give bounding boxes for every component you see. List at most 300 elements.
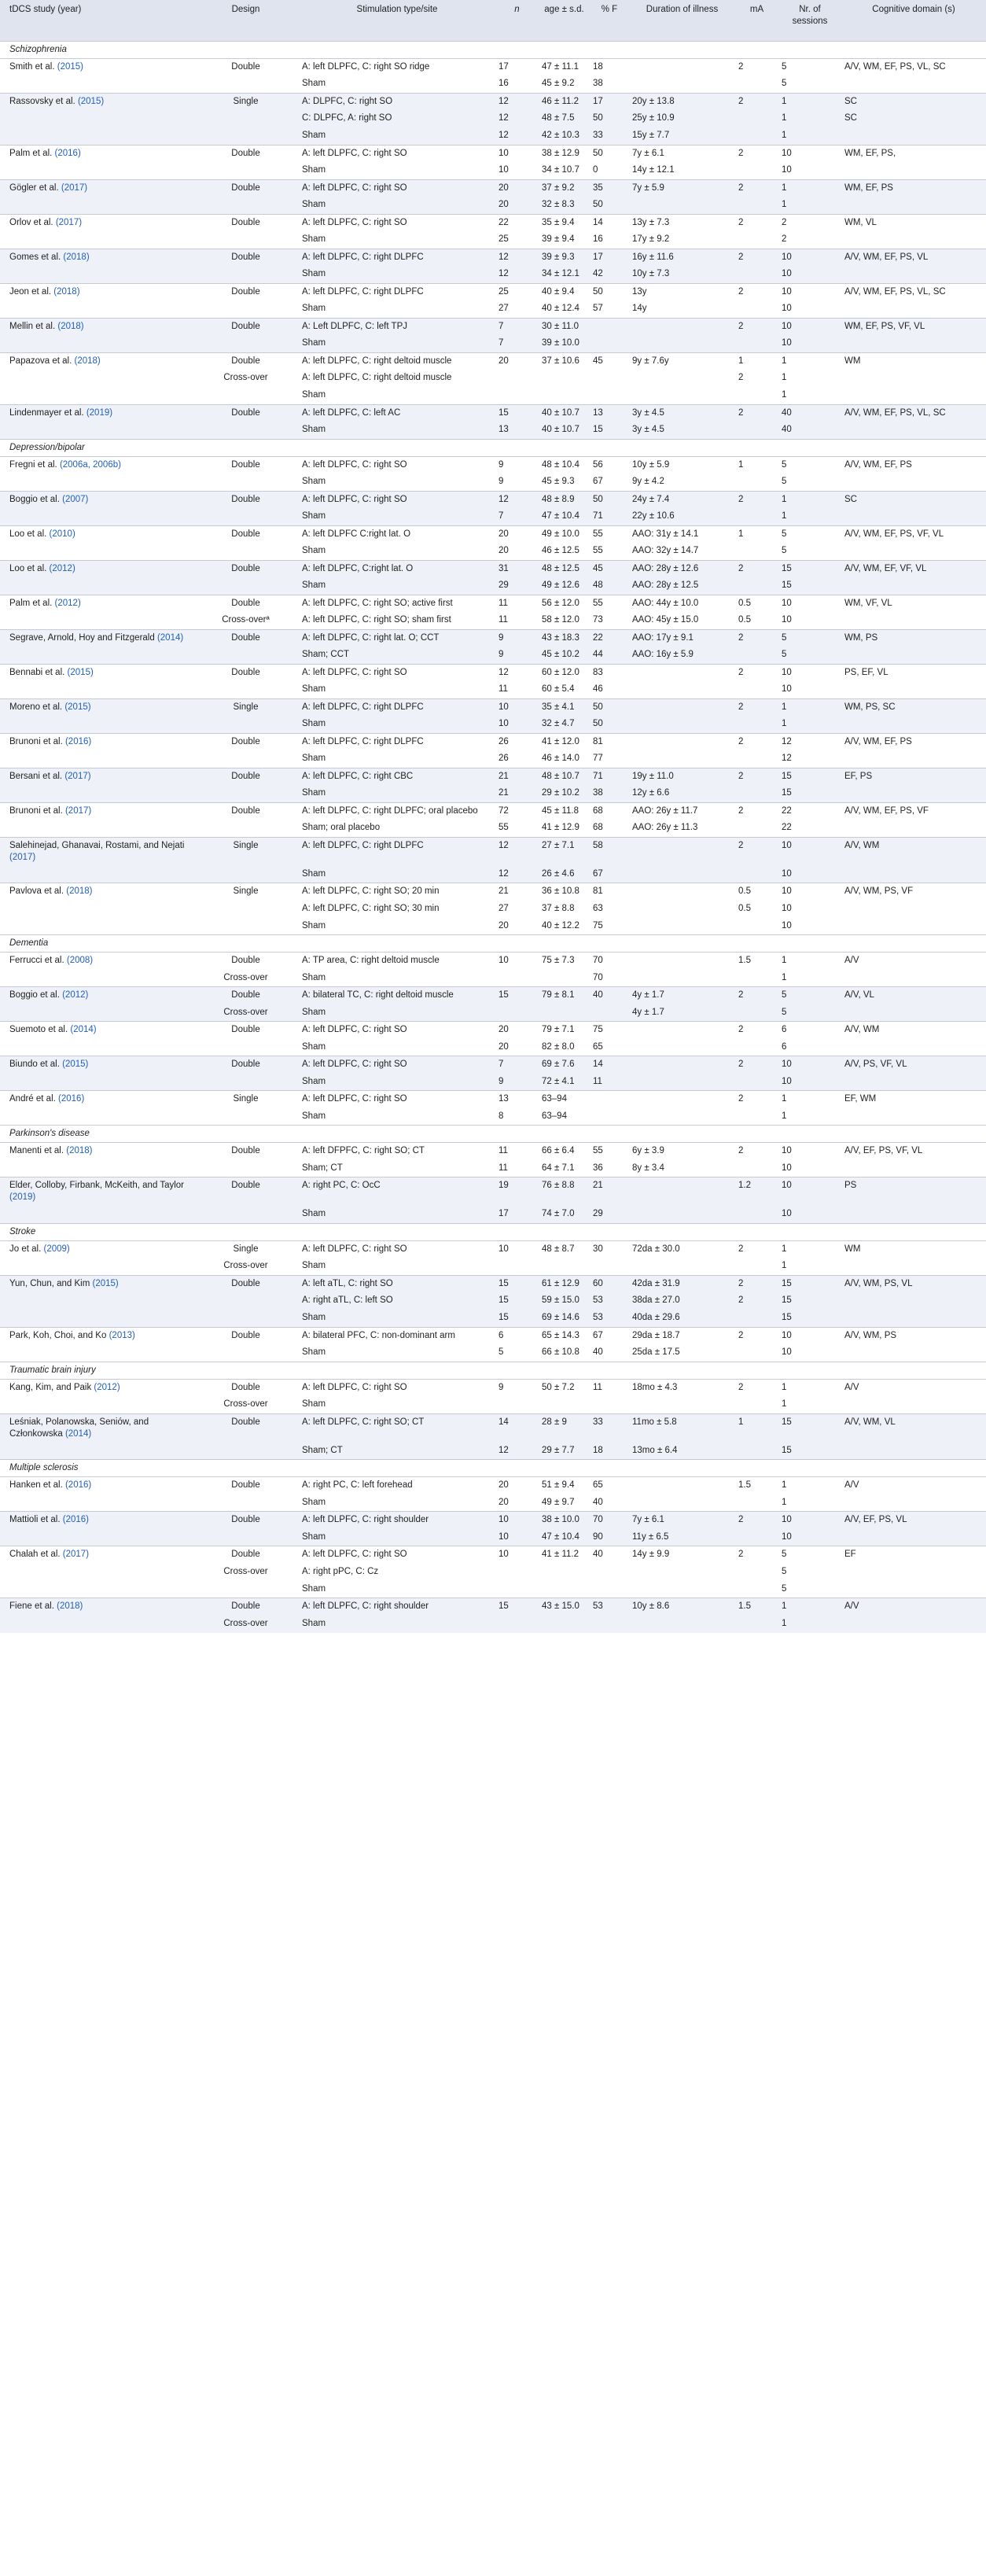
- table-row: [0, 1344, 986, 1362]
- cell-ma: 1: [735, 1413, 778, 1443]
- study-name: André et al.: [9, 1094, 56, 1104]
- citation-link[interactable]: (2017): [62, 1550, 90, 1559]
- table-row: [0, 733, 986, 750]
- cell-female: 71: [590, 768, 629, 785]
- cell-age: [539, 1616, 590, 1633]
- cell-site: Sham: [302, 79, 326, 88]
- cell-design: [193, 508, 299, 525]
- cell-study: [0, 1616, 193, 1633]
- cell-n: 27: [499, 304, 509, 313]
- cell-sessions: 1: [778, 953, 841, 970]
- cell-design: [193, 681, 299, 698]
- cell-domain: [841, 197, 986, 214]
- cell-site: A: left DLPFC, C: right DLPFC: [299, 733, 495, 750]
- cell-design: [193, 335, 299, 352]
- cell-ma: 2: [735, 249, 778, 266]
- cell-age: [539, 970, 590, 987]
- cell-illness: 7y ± 5.9: [629, 179, 735, 197]
- section-row: [0, 935, 986, 953]
- cell-illness: 3y ± 4.5: [629, 404, 735, 422]
- cell-study: [0, 1275, 193, 1292]
- cell-domain: [841, 1581, 986, 1598]
- cell-design: Cross-over: [193, 1004, 299, 1022]
- header-study: tDCS study (year): [0, 0, 193, 41]
- table-row: [0, 1327, 986, 1344]
- cell-study: [0, 802, 193, 820]
- cell-female: 53: [590, 1598, 629, 1616]
- citation-link[interactable]: (2012): [49, 563, 75, 573]
- cell-domain: [841, 1108, 986, 1126]
- cell-sessions: 10: [778, 1056, 841, 1074]
- citation-link[interactable]: (2017): [61, 182, 88, 193]
- cell-illness: 10y ± 8.6: [629, 1598, 735, 1616]
- cell-sessions: 15: [778, 1413, 841, 1443]
- cell-study: [0, 249, 193, 266]
- cell-illness: [629, 837, 735, 866]
- cell-ma: 2: [738, 373, 744, 382]
- cell-ma: 2: [735, 1240, 778, 1258]
- cell-illness: [629, 1494, 735, 1512]
- cell-design: [193, 1443, 299, 1460]
- cell-ma: 2: [735, 560, 778, 577]
- cell-design: Cross-over: [223, 1566, 268, 1576]
- cell-female: 65: [590, 1477, 629, 1494]
- header-site: Stimulation type/site: [299, 0, 495, 41]
- cell-female: 48: [590, 577, 629, 595]
- cell-design: Double: [193, 1512, 299, 1529]
- cell-study: [0, 491, 193, 508]
- table-row: [0, 698, 986, 716]
- study-name: Gögler et al.: [9, 182, 59, 193]
- table-row: [0, 474, 986, 491]
- cell-n: 10: [495, 1240, 539, 1258]
- cell-female: 38: [593, 79, 603, 88]
- cell-sessions: 10: [782, 684, 792, 694]
- citation-link[interactable]: (2015): [92, 1278, 119, 1288]
- citation-link[interactable]: (2009): [43, 1244, 70, 1254]
- section-title: Schizophrenia: [0, 41, 986, 58]
- table-row: [0, 1004, 986, 1022]
- table-row: [0, 681, 986, 698]
- cell-ma: 2: [735, 987, 778, 1004]
- cell-ma: [735, 970, 778, 987]
- cell-study: [0, 1292, 193, 1310]
- study-name: Manenti et al.: [9, 1146, 64, 1155]
- study-name: Park, Koh, Choi, and Ko: [9, 1330, 107, 1340]
- cell-ma: 1: [735, 525, 778, 543]
- cell-age: 43 ± 18.3: [539, 629, 590, 647]
- cell-age: 30 ± 11.0: [539, 318, 590, 335]
- table-row: [0, 93, 986, 110]
- cell-design: Double: [193, 318, 299, 335]
- table-row: [0, 1056, 986, 1074]
- cell-n: 20: [499, 1041, 509, 1052]
- cell-age: 39 ± 10.0: [539, 335, 590, 352]
- cell-domain: EF, WM: [841, 1091, 986, 1108]
- cell-study: [0, 595, 193, 612]
- cell-n: 12: [495, 837, 539, 866]
- cell-illness: 18mo ± 4.3: [629, 1379, 735, 1396]
- cell-site: Sham: [299, 1004, 495, 1022]
- table-row: [0, 422, 986, 439]
- cell-illness: [629, 716, 735, 733]
- cell-site: A: left DLPFC, C: right deltoid muscle: [302, 373, 452, 382]
- citation-link[interactable]: (2018): [57, 321, 84, 331]
- citation-link[interactable]: (2018): [74, 356, 101, 366]
- cell-age: 27 ± 7.1: [539, 837, 590, 866]
- citation-link[interactable]: (2015): [64, 702, 91, 712]
- cell-n: 27: [499, 903, 509, 913]
- cell-sessions: 1: [778, 127, 841, 145]
- cell-age: 51 ± 9.4: [539, 1477, 590, 1494]
- cell-illness: [629, 76, 735, 93]
- cell-n: 17: [495, 1206, 539, 1223]
- cell-study: [0, 1396, 193, 1413]
- study-name: Orlov et al.: [9, 217, 53, 227]
- cell-n: 22: [495, 214, 539, 231]
- cell-site: Sham: [302, 1497, 326, 1507]
- table-row: [0, 768, 986, 785]
- cell-illness: 38da ± 27.0: [629, 1292, 735, 1310]
- cell-design: [193, 474, 299, 491]
- cell-age: 28 ± 9: [539, 1413, 590, 1443]
- cell-design: Single: [193, 698, 299, 716]
- citation-link[interactable]: (2015): [67, 667, 94, 677]
- cell-study: [0, 1546, 193, 1564]
- cell-illness: 14y ± 9.9: [629, 1546, 735, 1564]
- cell-illness: 10y ± 5.9: [629, 456, 735, 474]
- citation-link[interactable]: (2012): [54, 598, 81, 608]
- citation-link[interactable]: (2017): [64, 771, 91, 781]
- citation-link[interactable]: (2018): [63, 252, 90, 262]
- cell-sessions: 1: [778, 93, 841, 110]
- cell-study: [0, 1564, 193, 1581]
- cell-ma: 2: [735, 1512, 778, 1529]
- table-row: [0, 110, 986, 127]
- citation-link[interactable]: (2018): [57, 1601, 83, 1611]
- cell-design: [193, 110, 299, 127]
- cell-ma: 0.5: [735, 883, 778, 901]
- cell-domain: [841, 1160, 986, 1177]
- cell-site: A: left DLPFC, C: right SO: [299, 491, 495, 508]
- cell-site: A: right pPC, C: Cz: [302, 1566, 379, 1576]
- table-row: [0, 716, 986, 733]
- cell-illness: [629, 1564, 735, 1581]
- cell-domain: [841, 1039, 986, 1056]
- table-row: [0, 300, 986, 318]
- cell-n: [495, 1581, 539, 1598]
- study-name: Elder, Colloby, Firbank, McKeith, and Taylor: [9, 1181, 185, 1190]
- cell-female: 55: [593, 546, 603, 555]
- cell-age: 72 ± 4.1: [539, 1074, 590, 1091]
- cell-sessions: 10: [778, 1074, 841, 1091]
- table-row: [0, 404, 986, 422]
- section-row: [0, 439, 986, 456]
- cell-site: Sham; oral placebo: [302, 823, 381, 832]
- cell-ma: [735, 1206, 778, 1223]
- cell-site: Sham: [302, 1583, 326, 1594]
- table-row: [0, 197, 986, 214]
- cell-n: 9: [495, 647, 539, 664]
- citation-link[interactable]: (2019): [86, 407, 113, 418]
- header-n: n: [495, 0, 539, 41]
- cell-age: 43 ± 15.0: [539, 1598, 590, 1616]
- cell-illness: AAO: 16y ± 5.9: [629, 647, 735, 664]
- cell-illness: 7y ± 6.1: [629, 1512, 735, 1529]
- cell-illness: AAO: 28y ± 12.5: [629, 577, 735, 595]
- cell-n: 20: [495, 1477, 539, 1494]
- table-row: [0, 987, 986, 1004]
- cell-n: 12: [495, 127, 539, 145]
- cell-sessions: 10: [778, 1177, 841, 1207]
- cell-sessions: 6: [778, 1022, 841, 1039]
- cell-age: 46 ± 12.5: [542, 546, 579, 555]
- cell-sessions: 5: [778, 629, 841, 647]
- cell-female: 42: [590, 266, 629, 283]
- cell-study: [0, 820, 193, 837]
- cell-ma: [735, 1564, 778, 1581]
- cell-age: 35 ± 9.4: [539, 214, 590, 231]
- section-row: [0, 1223, 986, 1240]
- citation-link[interactable]: (2018): [53, 286, 80, 297]
- cell-n: 7: [495, 508, 539, 525]
- cell-illness: 19y ± 11.0: [629, 768, 735, 785]
- citation-link[interactable]: (2016): [62, 1515, 90, 1524]
- study-name: Boggio et al.: [9, 990, 60, 1000]
- cell-design: [193, 1206, 299, 1223]
- cell-n: 21: [495, 883, 539, 901]
- cell-design: Single: [193, 837, 299, 866]
- table-row: [0, 1143, 986, 1160]
- cell-n: 26: [495, 733, 539, 750]
- cell-study: [0, 456, 193, 474]
- cell-site: Sham: [299, 577, 495, 595]
- cell-study: [0, 1327, 193, 1344]
- cell-ma: 1.2: [735, 1177, 778, 1207]
- citation-link[interactable]: (2017): [55, 217, 83, 227]
- cell-ma: [735, 1396, 778, 1413]
- cell-age: 47 ± 10.4: [539, 1529, 590, 1546]
- table-row: [0, 577, 986, 595]
- cell-age: 48 ± 10.4: [539, 456, 590, 474]
- cell-ma: 2: [735, 664, 778, 681]
- cell-sessions: 10: [778, 266, 841, 283]
- cell-study: [0, 300, 193, 318]
- cell-n: 12: [495, 664, 539, 681]
- citation-link[interactable]: (2015): [77, 96, 105, 106]
- cell-site: A: left DLPFC, C: right SO: [299, 1546, 495, 1564]
- cell-female: 90: [590, 1529, 629, 1546]
- cell-sessions: 1: [778, 1477, 841, 1494]
- citation-link[interactable]: (2006a, 2006b): [59, 459, 121, 470]
- cell-n: 12: [495, 249, 539, 266]
- cell-sessions: 10: [778, 335, 841, 352]
- cell-female: 81: [590, 883, 629, 901]
- citation-link[interactable]: (2014): [70, 1025, 97, 1034]
- cell-female: 75: [593, 920, 603, 931]
- cell-female: 70: [593, 972, 603, 982]
- cell-study: [0, 681, 193, 698]
- cell-ma: [735, 1074, 778, 1091]
- cell-sessions: 15: [778, 785, 841, 802]
- cell-n: 17: [495, 58, 539, 76]
- cell-ma: [735, 1160, 778, 1177]
- cell-site: Sham: [302, 1111, 326, 1121]
- cell-study: [0, 335, 193, 352]
- cell-female: 0: [593, 165, 598, 175]
- citation-link[interactable]: (2019): [9, 1192, 36, 1202]
- cell-age: 45 ± 9.3: [542, 477, 575, 486]
- cell-age: 48 ± 12.5: [539, 560, 590, 577]
- citation-link[interactable]: (2012): [94, 1382, 120, 1392]
- table-row: [0, 1177, 986, 1207]
- cell-sessions: 10: [778, 837, 841, 866]
- cell-study: [0, 1512, 193, 1529]
- cell-female: 53: [590, 1310, 629, 1327]
- study-name: Bersani et al.: [9, 771, 63, 781]
- cell-age: 49 ± 9.7: [542, 1497, 575, 1507]
- citation-link[interactable]: (2014): [64, 1428, 92, 1439]
- citation-link[interactable]: (2015): [57, 61, 83, 72]
- cell-study: [0, 1039, 193, 1056]
- cell-illness: [629, 733, 735, 750]
- study-name: Fregni et al.: [9, 459, 57, 470]
- cell-age: 40 ± 12.2: [542, 920, 579, 931]
- citation-link[interactable]: (2007): [62, 494, 89, 504]
- cell-site: A: bilateral TC, C: right deltoid muscle: [299, 987, 495, 1004]
- cell-sessions: 15: [778, 768, 841, 785]
- cell-domain: [841, 1396, 986, 1413]
- cell-ma: [735, 785, 778, 802]
- cell-design: Double: [193, 629, 299, 647]
- cell-domain: WM, EF, PS,: [841, 145, 986, 162]
- cell-domain: A/V: [841, 1379, 986, 1396]
- cell-design: [193, 750, 299, 768]
- cell-n: 31: [495, 560, 539, 577]
- cell-design: Double: [193, 283, 299, 300]
- study-name: Palm et al.: [9, 598, 53, 608]
- cell-age: 56 ± 12.0: [539, 595, 590, 612]
- citation-link[interactable]: (2014): [156, 632, 184, 643]
- table-row: [0, 127, 986, 145]
- cell-age: 37 ± 8.8: [542, 903, 575, 913]
- citation-link[interactable]: (2017): [64, 805, 92, 816]
- cell-n: 11: [499, 615, 508, 625]
- citation-link[interactable]: (2013): [109, 1330, 135, 1340]
- cell-n: 6: [495, 1327, 539, 1344]
- cell-design: Double: [193, 1327, 299, 1344]
- cell-site: Sham: [302, 1347, 326, 1357]
- cell-age: 41 ± 12.9: [542, 823, 579, 832]
- cell-female: [590, 1091, 629, 1108]
- cell-age: 45 ± 9.2: [542, 79, 575, 88]
- citation-link[interactable]: (2016): [64, 736, 92, 746]
- cell-domain: [841, 266, 986, 283]
- cell-n: 7: [495, 335, 539, 352]
- cell-age: 34 ± 10.7: [542, 165, 579, 175]
- study-name: Fiene et al.: [9, 1601, 54, 1611]
- cell-design: [193, 647, 299, 664]
- cell-domain: [841, 1310, 986, 1327]
- cell-female: [590, 318, 629, 335]
- cell-study: [0, 768, 193, 785]
- cell-ma: [735, 1310, 778, 1327]
- cell-n: 20: [499, 920, 509, 931]
- citation-link[interactable]: (2008): [66, 956, 94, 965]
- cell-domain: [841, 1004, 986, 1022]
- table-row: [0, 456, 986, 474]
- cell-design: Double: [193, 1143, 299, 1160]
- cell-sessions: 22: [778, 802, 841, 820]
- citation-link[interactable]: (2010): [49, 529, 75, 539]
- cell-sessions: 1: [778, 698, 841, 716]
- cell-n: 29: [495, 577, 539, 595]
- cell-age: 37 ± 9.2: [539, 179, 590, 197]
- cell-ma: [735, 1616, 778, 1633]
- cell-domain: A/V, EF, PS, VL: [841, 1512, 986, 1529]
- cell-study: [0, 1477, 193, 1494]
- citation-link[interactable]: (2016): [54, 148, 81, 158]
- cell-site: A: left DLPFC, C: right CBC: [299, 768, 495, 785]
- citation-link[interactable]: (2015): [62, 1060, 89, 1069]
- citation-link[interactable]: (2016): [58, 1094, 85, 1104]
- cell-n: 20: [495, 179, 539, 197]
- table-row: [0, 525, 986, 543]
- section-row: [0, 1126, 986, 1143]
- cell-domain: [841, 335, 986, 352]
- table-row: [0, 1206, 986, 1223]
- cell-age: [539, 1581, 590, 1598]
- table-row: [0, 883, 986, 901]
- citation-link[interactable]: (2017): [9, 852, 36, 862]
- study-name: Mellin et al.: [9, 321, 56, 331]
- table-row: [0, 664, 986, 681]
- cell-ma: 2: [735, 1379, 778, 1396]
- cell-domain: [841, 1074, 986, 1091]
- cell-n: 7: [495, 1056, 539, 1074]
- cell-design: Double: [193, 145, 299, 162]
- cell-female: 22: [590, 629, 629, 647]
- citation-link[interactable]: (2012): [62, 990, 89, 1000]
- cell-illness: 11mo ± 5.8: [629, 1413, 735, 1443]
- cell-ma: [735, 127, 778, 145]
- cell-domain: [841, 612, 986, 629]
- cell-design: [193, 1529, 299, 1546]
- cell-ma: [735, 647, 778, 664]
- cell-domain: [841, 1344, 986, 1362]
- cell-n: 13: [495, 422, 539, 439]
- cell-study: [0, 197, 193, 214]
- cell-study: [0, 1379, 193, 1396]
- cell-ma: 1.5: [735, 1477, 778, 1494]
- cell-site: A: left DLPFC, C: right DLPFC: [299, 837, 495, 866]
- cell-female: 46: [593, 684, 603, 694]
- citation-link[interactable]: (2018): [66, 886, 93, 896]
- cell-female: 83: [590, 664, 629, 681]
- cell-illness: [629, 918, 735, 935]
- citation-link[interactable]: (2018): [66, 1146, 93, 1155]
- cell-site: A: left DLPFC, C: right DLPFC: [299, 698, 495, 716]
- cell-illness: AAO: 44y ± 10.0: [629, 595, 735, 612]
- cell-domain: WM, PS: [841, 629, 986, 647]
- cell-female: 40: [590, 987, 629, 1004]
- citation-link[interactable]: (2016): [64, 1480, 92, 1490]
- cell-sessions: 15: [778, 560, 841, 577]
- cell-illness: 4y ± 1.7: [629, 987, 735, 1004]
- table-row: [0, 1529, 986, 1546]
- table-row: [0, 1494, 986, 1512]
- cell-female: 40: [590, 1546, 629, 1564]
